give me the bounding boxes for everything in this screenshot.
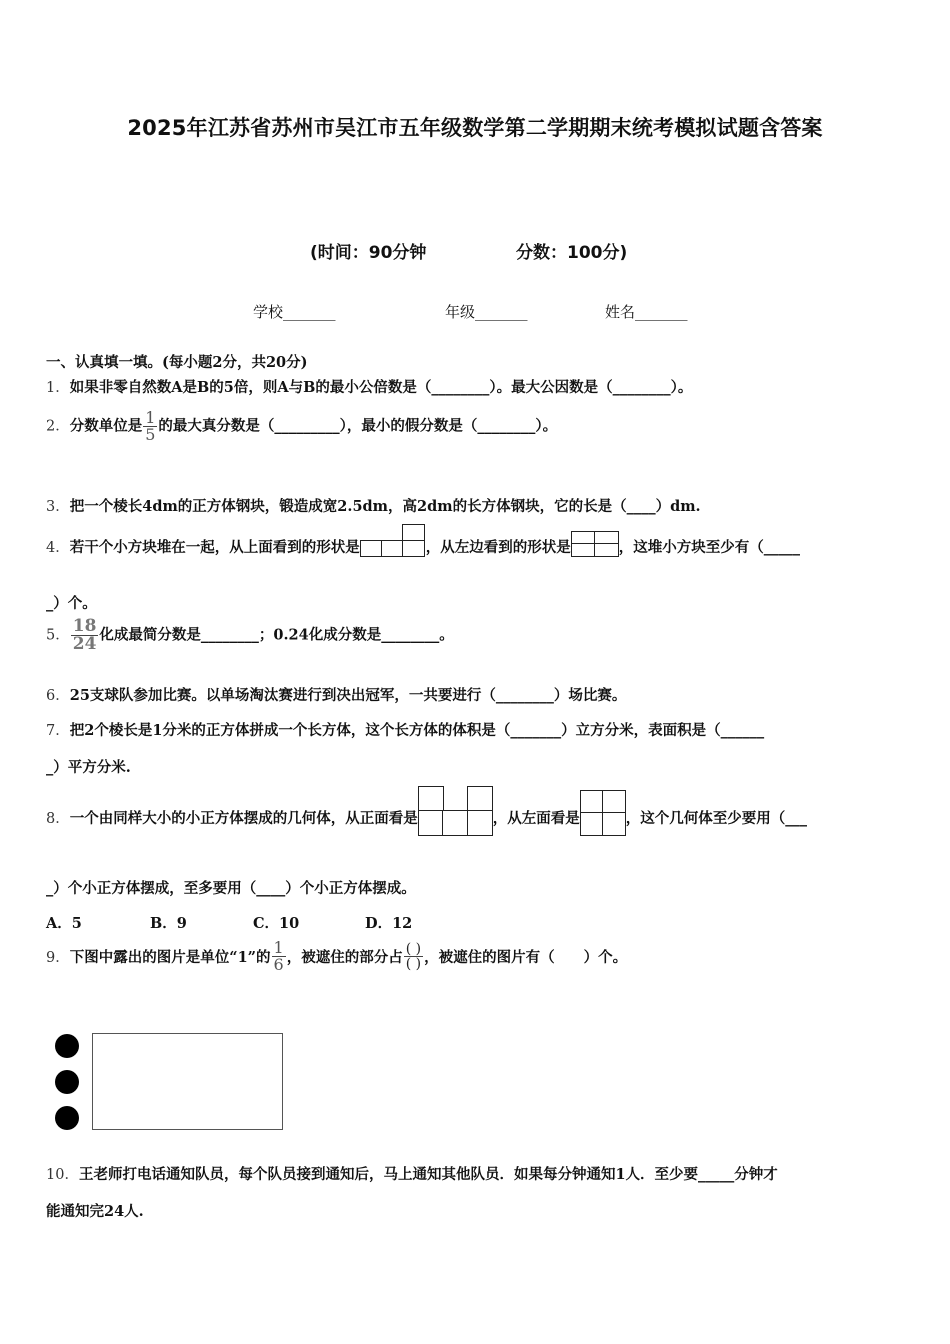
fraction-denominator: 6 [273,955,284,974]
figure-square [602,790,626,814]
fraction-numerator: 1 [273,938,284,957]
question-text: ，这堆小方块至少有（_____ [618,539,800,556]
figure-square [580,812,604,836]
question-8 [46,786,807,836]
question-text: 如果非零自然数A是B的5倍，则A与B的最小公倍数是（________）。最大公因数是（________）。 [69,379,693,396]
question-text: 把2个棱长是1分米的正方体拼成一个长方体，这个长方体的体积是（_______）立方分米，表面积是（______ [69,722,765,739]
question-text: 王老师打电话通知队员，每个队员接到通知后，马上通知其他队员．如果每分钟通知1人．至少要_____分钟才 [78,1166,778,1183]
figure-square [381,540,404,557]
question-6 [46,684,626,705]
fraction-denominator: 24 [72,634,97,654]
question-number: 6． [46,688,70,704]
dot-icon [55,1106,79,1130]
fraction-denominator: 5 [145,425,156,444]
dot-icon [55,1070,79,1094]
figure-square [467,810,493,836]
question-text: 25支球队参加比赛。以单场淘汰赛进行到决出冠军，一共要进行（________）场比赛。 [69,687,627,704]
question-text: 若干个小方块堆在一起，从上面看到的形状是 [69,539,360,556]
school-field: 学校_______ [253,303,336,321]
question-number: 5． [46,627,70,644]
fraction-numerator: 1 [145,408,156,427]
question-text: 一个由同样大小的小正方体摆成的几何体，从正面看是 [69,810,418,827]
figure-square [402,524,425,541]
front-view-figure [418,786,493,836]
exam-score: 分数：100分) [516,243,628,263]
question-1 [46,376,692,397]
fraction-blank[interactable] [404,942,423,971]
fraction-denominator-blank[interactable]: ( ) [405,956,422,972]
figure-square [402,540,425,557]
grade-field: 年级_______ [445,303,528,321]
question-number: 1． [46,380,70,396]
figure-square [467,786,493,812]
left-side-view-figure [580,790,626,836]
question-text: ，被遮住的部分占 [286,949,403,966]
question-text: 分数单位是 [69,417,143,435]
question-text: 把一个棱长4dm的正方体钢块，锻造成宽2.5dm，高2dm的长方体钢块，它的长是（____）dm. [69,498,701,515]
question-text: ，从左面看是 [492,810,580,827]
figure-square [571,543,596,557]
question-text: 的最大真分数是（_________），最小的假分数是（________）。 [158,417,558,435]
question-text: 下图中露出的图片是单位“1”的 [69,949,271,966]
question-number: 8． [46,811,70,827]
top-view-figure [360,524,426,557]
dot-icon [55,1034,79,1058]
question-number: 9． [46,950,70,966]
option-c[interactable]: C．10 [253,915,300,932]
option-a[interactable]: A．5 [46,915,82,932]
exam-time: (时间：90分钟 [310,243,427,263]
covering-box [92,1033,283,1130]
question-3 [46,495,701,516]
question-9 [46,940,627,973]
question-number: 3． [46,499,70,515]
fraction-18-24 [71,618,99,653]
question-4-continued: _）个。 [46,595,97,612]
figure-square [418,810,444,836]
name-field: 姓名_______ [605,303,688,321]
question-8-continued: _）个小正方体摆成，至多要用（____）个小正方体摆成。 [46,880,416,897]
question-7 [46,719,764,740]
figure-square [442,810,469,836]
fraction-numerator: 18 [72,616,97,636]
question-text: 化成最简分数是________；0.24化成分数是________。 [99,626,454,644]
figure-square [580,790,604,814]
left-view-figure [571,531,619,557]
option-b[interactable]: B．9 [150,915,187,932]
figure-square [602,812,626,836]
question-2 [46,410,557,443]
figure-square [594,543,619,557]
question-7-continued: _）平方分米. [46,759,131,776]
question-number: 2． [46,418,70,435]
fraction-numerator-blank[interactable]: ( ) [405,941,422,957]
question-5 [46,618,454,653]
question-10-continued: 能通知完24人. [46,1203,144,1220]
section-heading: 一、认真填一填。(每小题2分，共20分) [46,354,308,371]
question-number: 4． [46,540,70,556]
fraction-one-fifth [143,410,157,443]
question-10 [46,1163,778,1184]
option-d[interactable]: D．12 [365,915,413,932]
question-4 [46,524,800,557]
question-text: ，被遮住的图片有（ ）个。 [424,949,628,966]
fraction-one-sixth [272,940,286,973]
question-text: ，从左边看到的形状是 [425,539,571,556]
figure-square [360,540,383,557]
page-title: 2025年江苏省苏州市吴江市五年级数学第二学期期末统考模拟试题含答案 [127,116,823,140]
figure-square [418,786,444,812]
question-number: 10． [46,1167,79,1183]
question-number: 7． [46,723,70,739]
question-text: ，这个几何体至少要用（___ [625,810,807,827]
